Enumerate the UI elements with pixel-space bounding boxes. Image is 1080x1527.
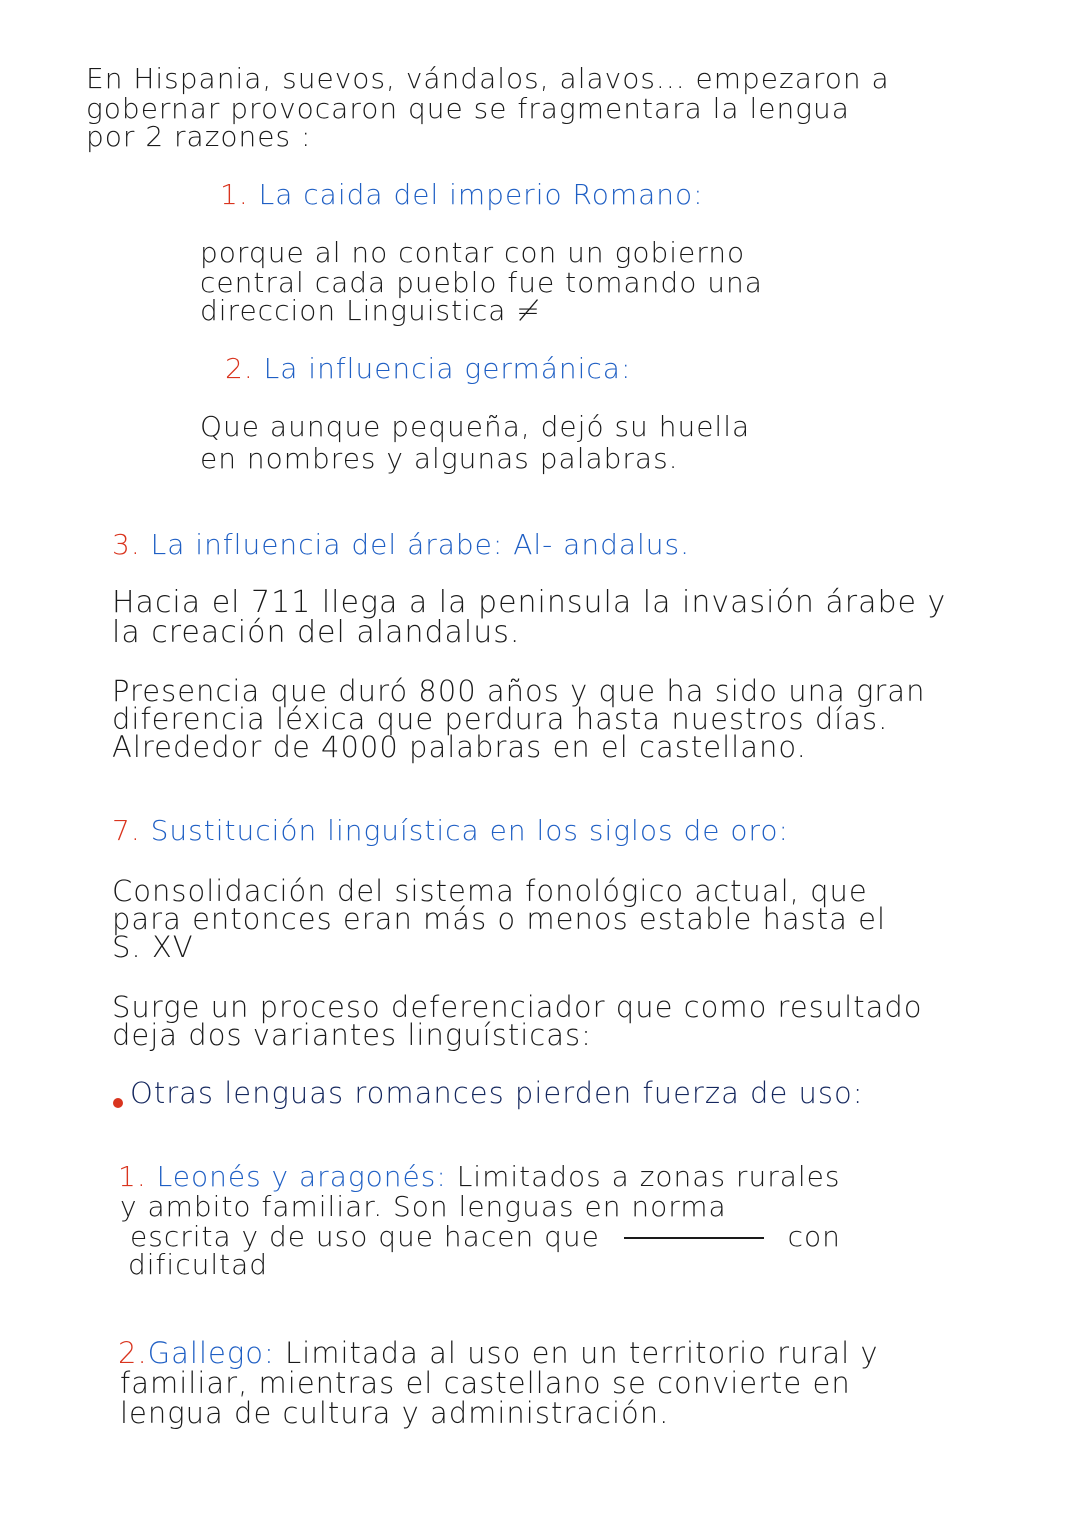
section-2-body: Que aunque pequeña, dejó su huella — [200, 410, 751, 443]
sub-text: Limitados a zonas rurales — [456, 1160, 841, 1193]
section-number: 3. — [112, 528, 141, 561]
section-3-body: Alrededor de 4000 palabras en el castellano. — [112, 730, 807, 764]
bullet-heading: Otras lenguas romances pierden fuerza de uso: — [130, 1076, 864, 1110]
intro-line: En Hispania, suevos, vándalos, alavos... empezaron a — [86, 62, 890, 95]
sub-1-line: y ambito familiar. Son lenguas en norma — [120, 1190, 727, 1223]
section-7-heading — [112, 816, 789, 846]
intro-line: gobernar provocaron que se fragmentara la lengua — [86, 92, 850, 125]
sub-title: Gallego: — [147, 1336, 275, 1370]
section-title: Sustitución linguística en los siglos de oro: — [150, 814, 789, 847]
section-1-heading — [220, 180, 704, 210]
section-3-body: diferencia léxica que perdura hasta nuestros días. — [112, 702, 889, 736]
section-3-body: la creación del alandalus. — [112, 615, 521, 650]
section-1-body: direccion Linguistica ≠ — [200, 294, 541, 327]
section-7-body: deja dos variantes linguísticas: — [112, 1018, 592, 1052]
sub-text: escrita y de uso que hacen que — [130, 1220, 600, 1253]
section-1-body: porque al no contar con un gobierno — [200, 236, 746, 269]
section-2-heading — [225, 354, 631, 384]
section-title: La caida del imperio Romano: — [258, 178, 704, 211]
section-title: La influencia del árabe: Al- andalus. — [150, 528, 691, 561]
section-7-body: Consolidación del sistema fonológico actual, que — [112, 874, 868, 908]
intro-line: por 2 razones : — [86, 120, 312, 153]
sub-number: 1. — [118, 1160, 147, 1193]
bullet-dot-icon — [113, 1098, 123, 1108]
section-3-body: Presencia que duró 800 años y que ha sido una gran — [112, 674, 926, 708]
sub-1-line — [118, 1162, 840, 1192]
section-title: La influencia germánica: — [263, 352, 632, 385]
sub-text: Limitada al uso en un territorio rural y — [285, 1336, 879, 1370]
section-2-body: en nombres y algunas palabras. — [200, 442, 679, 475]
sub-2-line — [118, 1338, 879, 1368]
section-number: 1. — [220, 178, 249, 211]
section-3-body: Hacia el 711 llega a la peninsula la invasión árabe y — [112, 585, 947, 620]
sub-1-line: dificultad — [128, 1248, 269, 1281]
sub-2-line: familiar, mientras el castellano se convierte en — [120, 1366, 851, 1400]
sub-number: 2. — [118, 1336, 148, 1370]
section-1-body: central cada pueblo fue tomando una — [200, 266, 763, 299]
fill-in-blank-line — [624, 1237, 764, 1239]
section-7-body: Surge un proceso deferenciador que como resultado — [112, 990, 923, 1024]
sub-text: con — [787, 1220, 841, 1253]
sub-title: Leonés y aragonés: — [156, 1160, 447, 1193]
section-7-body: para entonces eran más o menos estable hasta el — [112, 902, 887, 936]
section-number: 7. — [112, 814, 141, 847]
sub-2-line: lengua de cultura y administración. — [120, 1396, 670, 1430]
section-7-body: S. XV — [112, 930, 194, 964]
section-3-heading — [112, 530, 690, 560]
section-number: 2. — [225, 352, 254, 385]
